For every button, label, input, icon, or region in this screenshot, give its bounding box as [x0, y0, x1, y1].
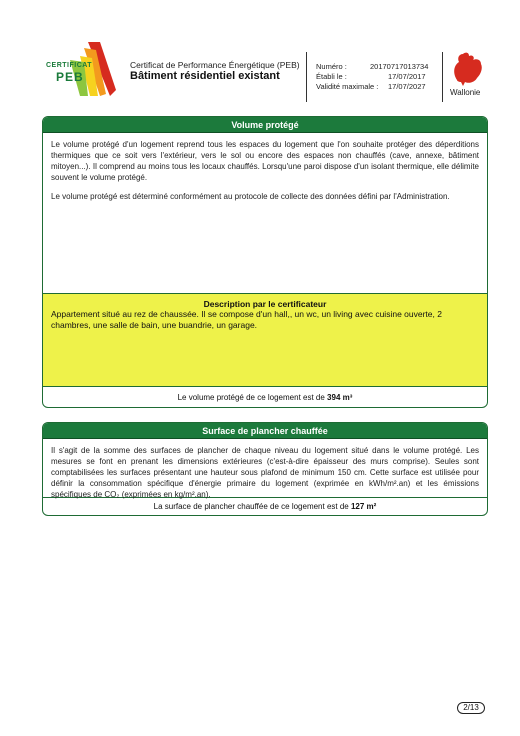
page-number: 2/13	[457, 702, 485, 714]
volume-paragraph-2: Le volume protégé est déterminé conformément au protocole de collecte des données défini par l'Administration.	[51, 192, 450, 201]
certifier-description-title: Description par le certificateur	[203, 299, 327, 309]
rooster-icon	[447, 50, 487, 86]
surface-heading: Surface de plancher chauffée	[43, 423, 487, 439]
surface-result-label: La surface de plancher chauffée de ce logement est de	[153, 502, 349, 511]
building-type-title: Bâtiment résidentiel existant	[130, 70, 280, 82]
volume-result-label: Le volume protégé de ce logement est de	[177, 393, 325, 402]
validite-value: 17/07/2027	[388, 82, 426, 91]
volume-result-value: 394 m³	[327, 393, 353, 402]
certifier-description-box	[43, 293, 487, 387]
surface-result-value: 127 m²	[350, 502, 377, 511]
logo-text-certificat: CERTIFICAT	[46, 62, 93, 69]
surface-paragraph: Il s'agit de la somme des surfaces de plancher de chaque niveau du logement situé dans le volume protégé. Les mesures se font en prenant les dimensions extérieures (c'est-à-dire épaisseur des murs comprise). Seules sont comptabilisées les surfaces présentant une hauteur sous plafond de minimum 150 cm. Cette surface est utilisée pour définir la consommation spécifique d'énergie primaire du logement (exprimée en kWh/m².an) et les émissions spécifiques de CO₂ (exprimées en kg/m².an).	[51, 446, 479, 499]
volume-heading: Volume protégé	[43, 117, 487, 133]
etabli-value: 17/07/2017	[388, 72, 426, 81]
volume-paragraph-1: Le volume protégé d'un logement reprend tous les espaces du logement que l'on souhaite protéger des déperditions thermiques que ce soit vers l'extérieur, vers le sol ou encore des espaces non chauffés (cave, annexe, bâtiment mitoyen...). Il comprend au moins tous les locaux chauffés. Lorsqu'une paroi dispose d'un isolant thermique, elle délimite souvent le volume protégé.	[51, 140, 479, 182]
volume-explanation	[43, 133, 487, 202]
etabli-label: Établi le :	[316, 72, 347, 81]
surface-section	[42, 422, 488, 516]
volume-section	[42, 116, 488, 408]
numero-value: 20170717013734	[370, 62, 429, 71]
certifier-description-text: Appartement situé au rez de chaussée. Il se compose d'un hall,, un wc, un living avec cuisine ouverte, 2 chambres, une salle de bain, une buandrie, un garage.	[51, 309, 442, 330]
region-label: Wallonie	[450, 88, 481, 97]
header-divider	[306, 52, 307, 102]
volume-result	[43, 389, 487, 407]
numero-label: Numéro :	[316, 62, 347, 71]
logo-text-peb: PEB	[56, 70, 84, 84]
peb-logo-icon	[40, 40, 124, 98]
validite-label: Validité maximale :	[316, 82, 379, 91]
certificate-title: Certificat de Performance Énergétique (PEB)	[130, 60, 300, 70]
header-divider-2	[442, 52, 443, 102]
